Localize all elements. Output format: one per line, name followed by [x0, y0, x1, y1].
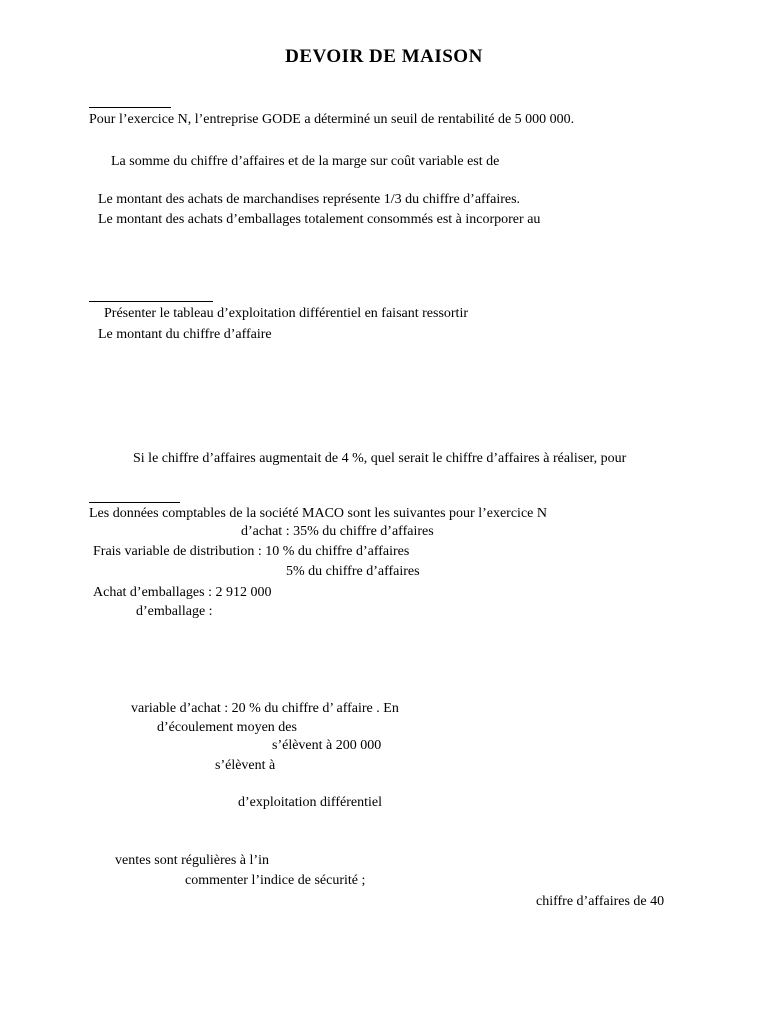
- exercise-2-frais-distribution: Frais variable de distribution : 10 % du chiffre d’affaires: [93, 544, 410, 559]
- document-title: DEVOIR DE MAISON: [285, 46, 483, 67]
- exercise-2-intro: Les données comptables de la société MACO sont les suivantes pour l’exercice N: [89, 506, 547, 521]
- exercise-2-ventes-regulieres: ventes sont régulières à l’in: [115, 853, 269, 868]
- exercise-1-intro: Pour l’exercice N, l’entreprise GODE a déterminé un seuil de rentabilité de 5 000 000.: [89, 112, 575, 127]
- exercise-2-heading-rule: [89, 502, 180, 503]
- exercise-2-achat: d’achat : 35% du chiffre d’affaires: [241, 524, 434, 539]
- exercise-1-question-augmentation: Si le chiffre d’affaires augmentait de 4 %, quel serait le chiffre d’affaires à réaliser, pour: [133, 451, 627, 466]
- exercise-1-heading-rule: [89, 107, 171, 108]
- exercise-2-achat-emballages: Achat d’emballages : 2 912 000: [93, 585, 272, 600]
- exercise-1-achats-marchandises: Le montant des achats de marchandises représente 1/3 du chiffre d’affaires.: [98, 192, 521, 207]
- exercise-2-chiffre-40: chiffre d’affaires de 40: [536, 894, 665, 909]
- exercise-1-question-montant: Le montant du chiffre d’affaire: [98, 327, 272, 342]
- exercise-1-question-tableau: Présenter le tableau d’exploitation différentiel en faisant ressortir: [104, 306, 468, 321]
- exercise-2-commenter-indice: commenter l’indice de sécurité ;: [185, 873, 366, 888]
- exercise-2-tableau-exploitation: d’exploitation différentiel: [238, 795, 382, 810]
- exercise-1-questions-rule: [89, 301, 213, 302]
- exercise-2-ecoulement: d’écoulement moyen des: [157, 720, 297, 735]
- exercise-2-eleve-200000: s’élèvent à 200 000: [272, 738, 382, 753]
- exercise-2-cinq-pct: 5% du chiffre d’affaires: [286, 564, 420, 579]
- exercise-2-emballage: d’emballage :: [136, 604, 213, 619]
- exercise-2-eleve-a: s’élèvent à: [215, 758, 276, 773]
- exercise-2-variable-achat: variable d’achat : 20 % du chiffre d’ affaire . En: [131, 701, 399, 716]
- exercise-1-achats-emballages: Le montant des achats d’emballages totalement consommés est à incorporer au: [98, 212, 541, 227]
- exercise-1-sum-line: La somme du chiffre d’affaires et de la marge sur coût variable est de: [111, 154, 500, 169]
